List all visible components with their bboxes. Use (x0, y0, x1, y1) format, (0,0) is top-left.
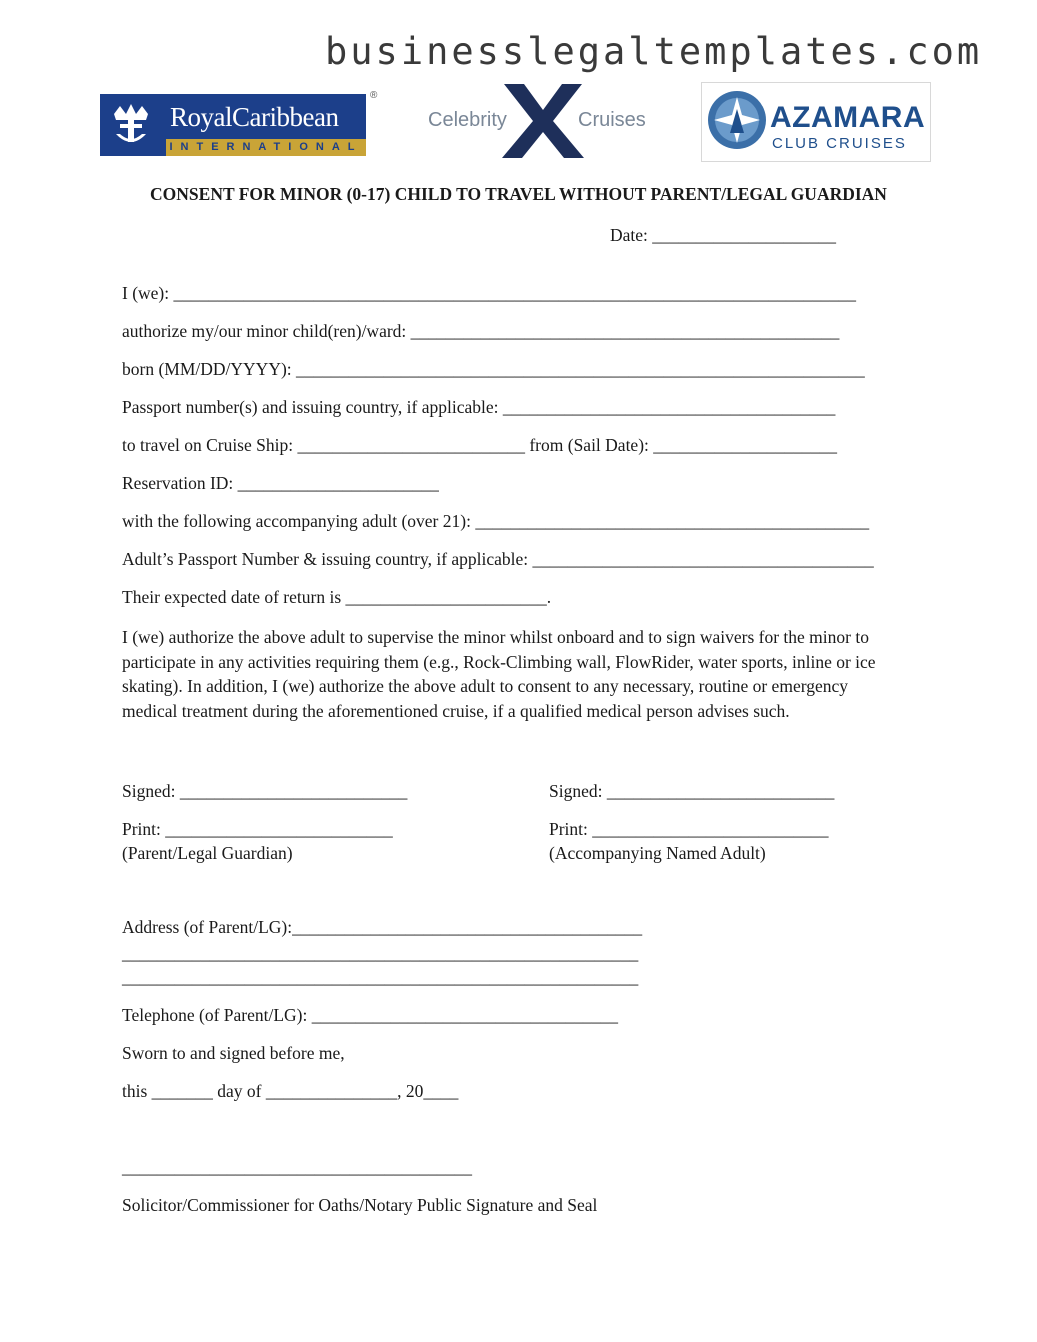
celebrity-left-text: Celebrity (428, 109, 507, 131)
date-field: Date: _____________________ (610, 225, 837, 245)
cruise-ship-field: to travel on Cruise Ship: __________________________ from (Sail Date): _____________________ (122, 435, 838, 455)
notary-caption: Solicitor/Commissioner for Oaths/Notary Public Signature and Seal (122, 1195, 598, 1215)
address-line-2: ___________________________________________________________ (122, 943, 639, 963)
royal-caribbean-name: RoyalCaribbean (170, 102, 339, 132)
return-date-field: Their expected date of return is _______________________. (122, 587, 552, 607)
parent-name-field: I (we): ______________________________________________________________________________ (122, 283, 857, 303)
azamara-logo (701, 82, 931, 162)
logo-banner (100, 82, 930, 162)
document-title: CONSENT FOR MINOR (0-17) CHILD TO TRAVEL WITHOUT PARENT/LEGAL GUARDIAN (150, 184, 887, 204)
minor-name-field: authorize my/our minor child(ren)/ward: _________________________________________________ (122, 321, 840, 341)
passport-field: Passport number(s) and issuing country, if applicable: ______________________________________ (122, 397, 836, 417)
azamara-subtitle: CLUB CRUISES (772, 135, 907, 152)
adult-role-caption: (Accompanying Named Adult) (549, 843, 766, 863)
sworn-date-field: this _______ day of _______________, 20____ (122, 1081, 459, 1101)
registered-mark: ® (370, 90, 378, 101)
azamara-globe-icon (706, 89, 768, 151)
address-field: Address (of Parent/LG):________________________________________ (122, 917, 643, 937)
authorization-paragraph: I (we) authorize the above adult to supervise the minor whilst onboard and to sign waivers for the minor to participate in any activities requiring them (e.g., Rock-Climbing wall, FlowRider, water sports, inline or ice skating). In addition, I (we) authorize the above adult to consent to any necessary, routine or emergency medical treatment during the aforementioned cruise, if a qualified medical person advises such. (122, 627, 876, 721)
parent-role-caption: (Parent/Legal Guardian) (122, 843, 293, 863)
address-line-3: ___________________________________________________________ (122, 967, 639, 987)
adult-print-field: Print: ___________________________ (549, 819, 829, 839)
birthdate-field: born (MM/DD/YYYY): _________________________________________________________________ (122, 359, 865, 379)
reservation-id-field: Reservation ID: _______________________ (122, 473, 439, 493)
adult-passport-field: Adult’s Passport Number & issuing country, if applicable: _______________________________________ (122, 549, 874, 569)
celebrity-x-icon (500, 84, 586, 158)
parent-print-field: Print: __________________________ (122, 819, 393, 839)
crown-anchor-icon (100, 94, 162, 156)
azamara-name: AZAMARA (770, 101, 926, 134)
royal-caribbean-logo (100, 90, 378, 156)
parent-signed-field: Signed: __________________________ (122, 781, 408, 801)
notary-signature-line: ________________________________________ (122, 1157, 472, 1177)
sworn-statement: Sworn to and signed before me, (122, 1043, 345, 1063)
telephone-field: Telephone (of Parent/LG): ___________________________________ (122, 1005, 618, 1025)
adult-signed-field: Signed: __________________________ (549, 781, 835, 801)
celebrity-right-text: Cruises (578, 109, 646, 131)
watermark-text: businesslegaltemplates.com (325, 30, 983, 73)
royal-caribbean-band: INTERNATIONAL (166, 139, 366, 156)
celebrity-cruises-logo (426, 84, 651, 159)
accompanying-adult-field: with the following accompanying adult (over 21): _____________________________________________ (122, 511, 870, 531)
